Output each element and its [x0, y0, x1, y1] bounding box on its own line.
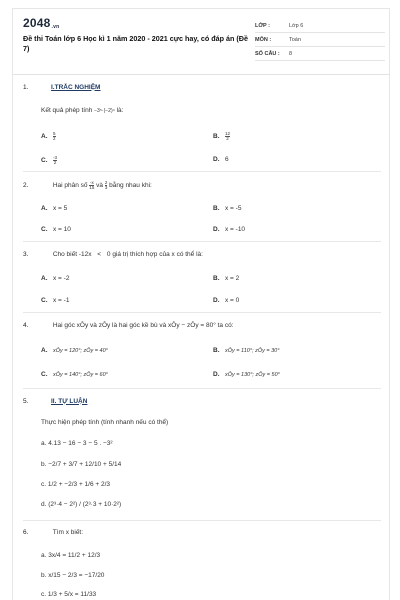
- prompt-fraction: $\frac{-x}{15}$: [89, 180, 95, 190]
- option-letter: A.: [41, 275, 48, 282]
- option-b[interactable]: [213, 347, 279, 354]
- question-number: 6.: [23, 529, 29, 536]
- meta-row-count: [255, 47, 385, 61]
- prompt-text: Cho biết -12x: [52, 251, 92, 258]
- prompt-expression: −3⁵·(−2)⁴: [94, 108, 115, 114]
- option-letter: B.: [213, 133, 220, 141]
- meta-key: MÔN :: [255, 36, 272, 43]
- option-value: x = 2: [225, 275, 240, 282]
- question-number: 2.: [23, 182, 29, 190]
- question-4-prompt: [23, 322, 234, 329]
- question-6-part-b: b. x/15 − 2/3 = −17/20: [41, 572, 105, 579]
- option-value: x = 5: [53, 205, 68, 212]
- option-letter: B.: [213, 275, 220, 282]
- option-value: $\frac{-3}{2}$: [53, 155, 58, 165]
- question-5: [23, 396, 383, 406]
- option-letter: C.: [41, 226, 48, 233]
- prompt-text: Kết quả phép tính: [41, 107, 93, 114]
- meta-key: SỐ CÂU :: [255, 50, 280, 57]
- meta-value: Lớp 6: [289, 22, 304, 29]
- prompt-text: 0 giá trị thích hợp của x có thể là:: [106, 251, 203, 258]
- option-value: $\frac{12}{2}$: [225, 131, 231, 141]
- prompt-text: Tìm x biết:: [52, 529, 84, 536]
- option-b[interactable]: [213, 132, 230, 141]
- option-value: 6: [225, 156, 229, 163]
- prompt-text: bằng nhau khi:: [109, 182, 152, 190]
- option-a[interactable]: [41, 275, 69, 282]
- option-value: xÔy = 140°; zÔy = 60°: [53, 372, 108, 378]
- question-3-prompt: [23, 251, 203, 258]
- option-c[interactable]: [41, 226, 71, 233]
- option-letter: D.: [213, 371, 220, 378]
- divider: [23, 312, 381, 313]
- option-value: xÔy = 130°; zÔy = 50°: [225, 372, 280, 378]
- question-6-part-a: a. 3x/4 = 11/2 + 12/3: [41, 552, 101, 559]
- option-d[interactable]: [213, 226, 245, 233]
- site-logo[interactable]: [23, 16, 59, 30]
- option-d[interactable]: [213, 371, 280, 378]
- exam-title: Đề thi Toán lớp 6 Học kì 1 năm 2020 - 2021 cực hay, có đáp án (Đề 7): [23, 34, 248, 53]
- option-letter: D.: [213, 226, 220, 233]
- option-d[interactable]: [213, 297, 239, 304]
- question-5-prompt: Thực hiện phép tính (tính nhanh nếu có thể): [41, 419, 169, 426]
- option-value: x = -2: [53, 275, 70, 282]
- option-letter: B.: [213, 205, 220, 212]
- question-number: 4.: [23, 322, 29, 329]
- question-5-part-b: b. −2/7 + 3/7 + 12/10 + 5/14: [41, 461, 122, 468]
- section-title: II. TỰ LUẬN: [51, 397, 88, 405]
- question-5-part-c: c. 1/2 + −2/3 + 1/6 + 2/3: [41, 481, 111, 488]
- option-b[interactable]: [213, 205, 241, 212]
- meta-value: Toán: [289, 36, 301, 43]
- section-title: I.TRẮC NGHIỆM: [51, 83, 101, 91]
- question-1: [23, 82, 383, 92]
- question-5-part-d: d. (2³·4 − 2²) / (2³·3 + 10·2²): [41, 501, 122, 508]
- option-a[interactable]: [41, 132, 56, 141]
- question-2-prompt: [23, 181, 152, 190]
- question-number: 1.: [23, 83, 29, 91]
- option-letter: D.: [213, 297, 220, 304]
- question-6-part-c: c. 1/3 + 5/x = 11/33: [41, 591, 97, 598]
- prompt-text: Hai góc xÔy và zÔy là hai góc kề bù và xÔy − zÔy = 80° ta có:: [52, 322, 234, 329]
- logo-text: 2048: [23, 16, 51, 30]
- prompt-text: và: [96, 182, 104, 190]
- divider: [23, 388, 381, 389]
- option-c[interactable]: [41, 297, 69, 304]
- option-letter: C.: [41, 157, 48, 165]
- option-b[interactable]: [213, 275, 239, 282]
- option-a[interactable]: [41, 347, 108, 354]
- question-6-prompt: [23, 529, 83, 536]
- option-value: x = 10: [53, 226, 71, 233]
- exam-header: [13, 9, 389, 75]
- exam-meta: [255, 19, 385, 61]
- option-letter: D.: [213, 156, 220, 163]
- logo-suffix: .vn: [51, 24, 60, 30]
- question-5-part-a: a. 4.13 − 16 − 3 − 5 . −3²: [41, 440, 113, 447]
- prompt-symbol: <: [97, 251, 102, 258]
- option-a[interactable]: [41, 205, 67, 212]
- option-c[interactable]: [41, 371, 108, 378]
- question-number: 3.: [23, 251, 29, 258]
- option-letter: A.: [41, 205, 48, 212]
- prompt-fraction: $\frac{2}{3}$: [104, 180, 108, 190]
- meta-key: LỚP :: [255, 22, 270, 29]
- meta-row-subject: [255, 33, 385, 47]
- prompt-text: là:: [116, 107, 124, 114]
- question-1-prompt: [41, 107, 123, 114]
- meta-value: 8: [289, 50, 293, 57]
- option-letter: C.: [41, 297, 48, 304]
- divider: [23, 520, 381, 521]
- option-value: x = -10: [225, 226, 246, 233]
- option-c[interactable]: [41, 156, 57, 165]
- divider: [23, 171, 381, 172]
- option-value: x = 0: [225, 297, 240, 304]
- meta-row-class: [255, 19, 385, 33]
- option-value: xÔy = 120°; zÔy = 40°: [53, 348, 108, 354]
- option-letter: C.: [41, 371, 48, 378]
- option-value: x = -5: [225, 205, 242, 212]
- option-value: xÔy = 110°; zÔy = 30°: [225, 348, 280, 354]
- option-value: x = -1: [53, 297, 70, 304]
- option-d[interactable]: [213, 156, 229, 163]
- question-number: 5.: [23, 397, 29, 405]
- option-letter: A.: [41, 347, 48, 354]
- option-letter: B.: [213, 347, 220, 354]
- prompt-text: Hai phân số: [52, 182, 88, 190]
- option-value: $\frac{5}{2}$: [53, 131, 56, 141]
- option-letter: A.: [41, 133, 48, 141]
- exam-sheet: [12, 8, 390, 600]
- divider: [23, 241, 381, 242]
